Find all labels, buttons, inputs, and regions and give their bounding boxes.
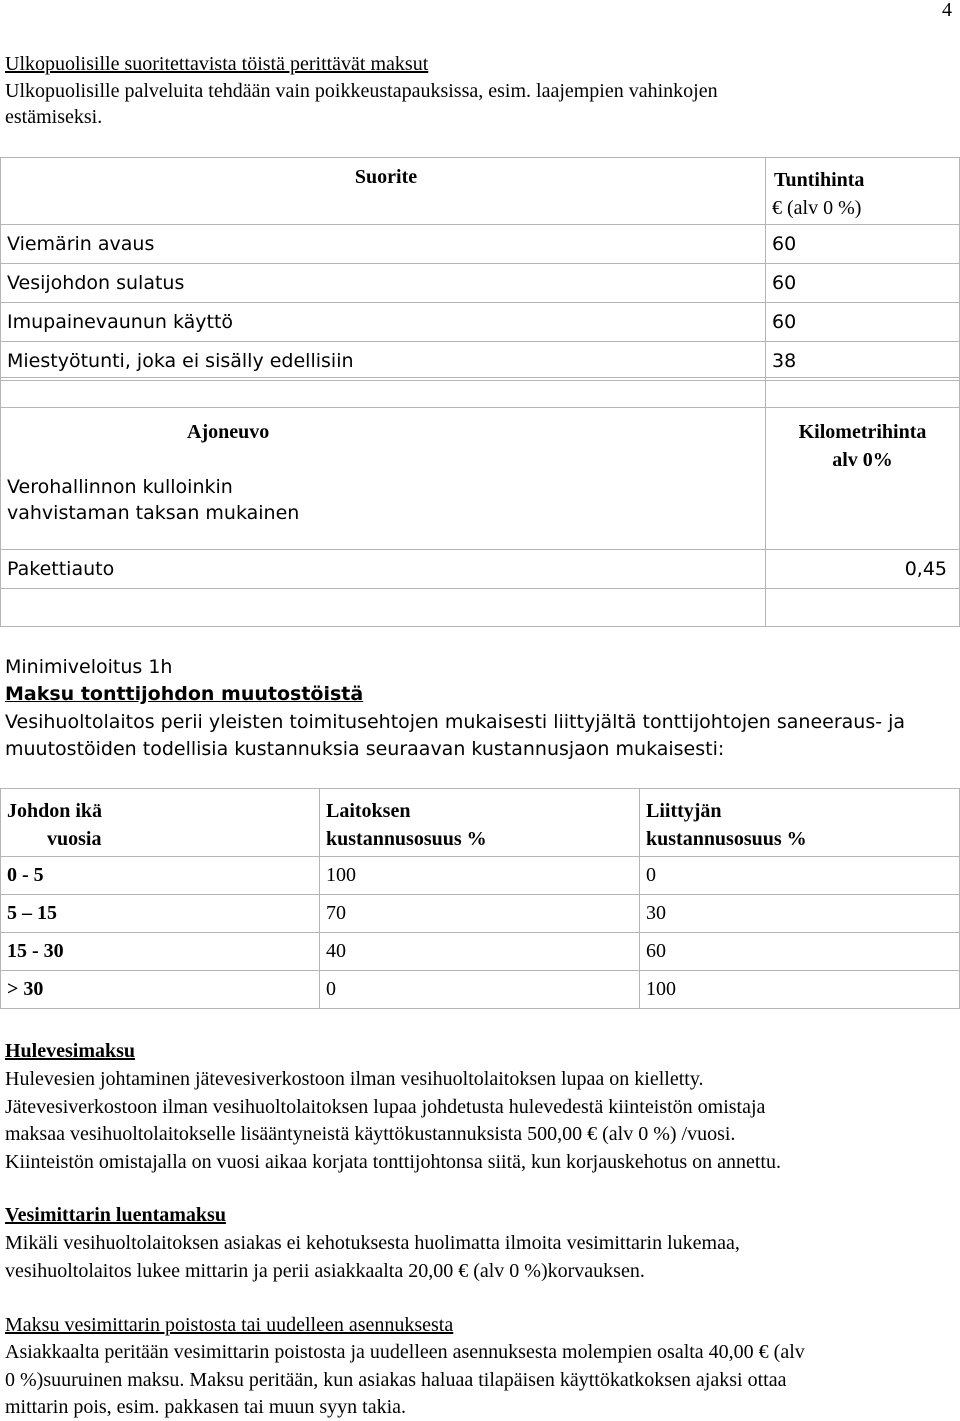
row-customer-share: 0	[640, 857, 960, 895]
header-line: kustannusosuus %	[326, 828, 487, 850]
paragraph-line: Hulevesien johtaminen jätevesiverkostoon ilman vesihuoltolaitoksen lupaa on kielletty.	[5, 1068, 704, 1090]
section-heading-meter-reading: Vesimittarin luentamaksu	[5, 1204, 226, 1226]
row-label: Miestyötunti, joka ei sisälly edellisiin	[1, 342, 766, 381]
paragraph-line: 0 %)suuruinen maksu. Maksu peritään, kun asiakas haluaa tilapäisen käyttökatkoksen ajaksi ottaa	[5, 1369, 787, 1391]
row-price: 38	[766, 342, 960, 381]
paragraph-line: Vesihuoltolaitos perii yleisten toimitusehtojen mukaisesti liittyjältä tonttijohtojen saneeraus- ja	[5, 711, 906, 733]
paragraph-line: Jätevesiverkostoon ilman vesihuoltolaitoksen lupaa johdetusta hulevedestä kiinteistön omistaja	[5, 1096, 766, 1118]
row-price: 60	[766, 264, 960, 303]
paragraph-line: Asiakkaalta peritään vesimittarin poistosta ja uudelleen asennuksesta molempien osalta 40,00 € (alv	[5, 1341, 805, 1363]
work-price-table	[0, 157, 960, 381]
row-utility-share: 0	[320, 971, 640, 1009]
row-utility-share: 100	[320, 857, 640, 895]
table-row	[1, 895, 960, 933]
column-header-hourly-price	[766, 158, 960, 225]
row-age: 0 - 5	[1, 857, 320, 895]
empty-cell	[1, 589, 766, 627]
vehicle-price-table	[0, 377, 960, 627]
header-line: € (alv 0 %)	[772, 197, 862, 219]
row-customer-share: 60	[640, 933, 960, 971]
header-vehicle-sub: vahvistaman taksan mukainen	[7, 502, 300, 524]
header-vehicle-sub: Verohallinnon kulloinkin	[7, 476, 233, 498]
table-spacer-row	[1, 378, 960, 408]
section-heading-plot-pipe: Maksu tonttijohdon muutostöistä	[5, 683, 364, 705]
table-row	[1, 225, 960, 264]
empty-cell	[766, 589, 960, 627]
paragraph-line: vesihuoltolaitos lukee mittarin ja perii asiakkaalta 20,00 € (alv 0 %)korvauksen.	[5, 1260, 645, 1282]
table-row	[1, 550, 960, 589]
column-header-utility-share	[320, 789, 640, 857]
table-row	[1, 303, 960, 342]
section-heading-stormwater: Hulevesimaksu	[5, 1040, 136, 1062]
paragraph-line: Mikäli vesihuoltolaitoksen asiakas ei kehotuksesta huolimatta ilmoita vesimittarin lukemaa,	[5, 1232, 740, 1254]
table-spacer-row	[1, 589, 960, 627]
row-age: 5 – 15	[1, 895, 320, 933]
section-heading-external: Ulkopuolisille suoritettavista töistä perittävät maksut	[5, 53, 429, 75]
table-header-row	[1, 158, 960, 225]
row-label: Vesijohdon sulatus	[1, 264, 766, 303]
row-age: 15 - 30	[1, 933, 320, 971]
paragraph-line: estämiseksi.	[5, 106, 103, 128]
column-header-km-price	[766, 408, 960, 550]
column-header-age	[1, 789, 320, 857]
table-header-row	[1, 789, 960, 857]
empty-cell	[1, 378, 766, 408]
table-row	[1, 857, 960, 895]
header-line: alv 0%	[832, 449, 893, 471]
paragraph-line: mittarin pois, esim. pakkasen tai muun syyn takia.	[5, 1396, 407, 1418]
cost-share-table	[0, 788, 960, 1009]
header-line: Laitoksen	[326, 800, 411, 822]
column-header-customer-share	[640, 789, 960, 857]
header-line: Liittyjän	[646, 800, 722, 822]
header-line: kustannusosuus %	[646, 828, 807, 850]
header-line: Johdon ikä	[7, 800, 103, 822]
table-row	[1, 971, 960, 1009]
column-header-vehicle	[1, 408, 766, 550]
row-customer-share: 30	[640, 895, 960, 933]
table-row	[1, 342, 960, 381]
row-utility-share: 70	[320, 895, 640, 933]
paragraph-line: Kiinteistön omistajalla on vuosi aikaa korjata tonttijohtonsa siitä, kun korjauskehotus on annettu.	[5, 1151, 781, 1173]
empty-cell	[766, 378, 960, 408]
header-line: Kilometrihinta	[798, 421, 927, 443]
minimum-charge: Minimiveloitus 1h	[5, 656, 173, 678]
row-customer-share: 100	[640, 971, 960, 1009]
row-age: > 30	[1, 971, 320, 1009]
section-heading-meter-removal: Maksu vesimittarin poistosta tai uudelleen asennuksesta	[5, 1314, 454, 1336]
row-price: 60	[766, 225, 960, 264]
row-utility-share: 40	[320, 933, 640, 971]
row-label: Imupainevaunun käyttö	[1, 303, 766, 342]
row-label: Pakettiauto	[1, 550, 766, 589]
header-line: vuosia	[47, 828, 102, 850]
paragraph-line: muutostöiden todellisia kustannuksia seuraavan kustannusjaon mukaisesti:	[5, 738, 725, 760]
row-price: 60	[766, 303, 960, 342]
page-number: 4	[942, 0, 952, 21]
row-price: 0,45	[766, 550, 960, 589]
header-vehicle-title: Ajoneuvo	[187, 421, 270, 443]
paragraph-line: maksaa vesihuoltolaitokselle lisääntyneistä käyttökustannuksista 500,00 € (alv 0 %) /vuosi.	[5, 1123, 736, 1145]
paragraph-line: Ulkopuolisille palveluita tehdään vain poikkeustapauksissa, esim. laajempien vahinkojen	[5, 80, 718, 102]
table-row	[1, 264, 960, 303]
header-line: Tuntihinta	[774, 169, 865, 191]
table-header-row	[1, 408, 960, 550]
column-header-suorite: Suorite	[1, 158, 766, 225]
table-row	[1, 933, 960, 971]
row-label: Viemärin avaus	[1, 225, 766, 264]
